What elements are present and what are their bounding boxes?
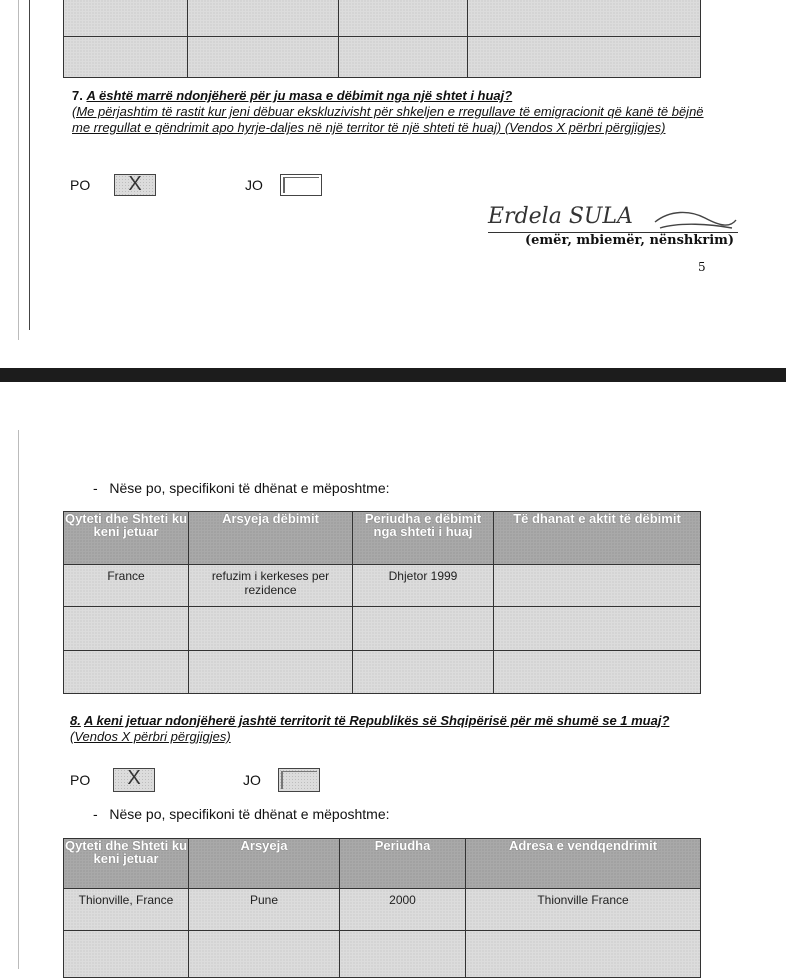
table-cell: Thionville France [466, 889, 701, 931]
po-label: PO [70, 772, 91, 788]
po-label: PO [70, 177, 91, 193]
table-cell [353, 607, 494, 651]
table-cell [494, 565, 701, 607]
table-cell [64, 931, 189, 978]
specify-instruction-2: - Nëse po, specifikoni të dhënat e mëposhtme: [93, 806, 390, 822]
table-header: Qyteti dhe Shteti ku keni jetuar [64, 512, 189, 565]
handwritten-signature: Erdela SULA [488, 204, 633, 229]
x-mark: X [127, 767, 141, 789]
po-checkbox[interactable] [114, 174, 156, 196]
table-header: Arsyeja dëbimit [189, 512, 353, 565]
page-divider [0, 368, 786, 382]
question-subtitle: (Me përjashtim të rastit kur jeni dëbuar ekskluzivisht për shkeljen e rregullave të emigracionit që kanë të bëjnë me rregullat e qëndrimit apo hyrje-daljes në një territor të një shteti të huaj) (Vendos X përbri përgjigjes) [72, 104, 704, 135]
page-number: 5 [698, 260, 706, 274]
table-header: Periudha e dëbimit nga shteti i huaj [353, 512, 494, 565]
table-cell: Thionville, France [64, 889, 189, 931]
scan-edge-lower [18, 430, 19, 969]
signature-caption: (emër, mbiemër, nënshkrim) [525, 233, 735, 248]
scan-edge [18, 0, 19, 340]
table-cell [64, 651, 189, 694]
table-cell: Dhjetor 1999 [353, 565, 494, 607]
x-mark: X [128, 173, 142, 195]
question-7 [72, 88, 712, 136]
question-subtitle: (Vendos X përbri përgjigjes) [70, 729, 231, 744]
page-left-border [29, 0, 30, 330]
table-header: Adresa e vendqendrimit [466, 839, 701, 889]
po-checkbox[interactable] [113, 768, 155, 792]
residence-abroad-table [63, 838, 701, 978]
table-cell [494, 607, 701, 651]
table-cell [64, 607, 189, 651]
table-header: Periudha [340, 839, 466, 889]
table-cell [340, 931, 466, 978]
table-cell: 2000 [340, 889, 466, 931]
specify-instruction-1: - Nëse po, specifikoni të dhënat e mëposhtme: [93, 480, 390, 496]
table-cell [189, 651, 353, 694]
table-cell: Pune [189, 889, 340, 931]
question-title: A është marrë ndonjëherë për ju masa e dëbimit nga një shtet i huaj? [86, 88, 513, 103]
table-header: Të dhanat e aktit të dëbimit [494, 512, 701, 565]
expulsion-table [63, 511, 701, 694]
table-header: Qyteti dhe Shteti ku keni jetuar [64, 839, 189, 889]
question-number: 8. [70, 713, 81, 728]
table-cell [466, 931, 701, 978]
question-number: 7. [72, 88, 83, 103]
jo-label: JO [243, 772, 261, 788]
previous-table-fragment [63, 0, 701, 78]
jo-checkbox[interactable] [280, 174, 322, 196]
table-cell [189, 931, 340, 978]
table-cell: refuzim i kerkeses per rezidence [189, 565, 353, 607]
table-cell: France [64, 565, 189, 607]
jo-checkbox[interactable] [278, 768, 320, 792]
question-8 [70, 713, 720, 745]
table-header: Arsyeja [189, 839, 340, 889]
question-title: A keni jetuar ndonjëherë jashtë territorit të Republikës së Shqipërisë për më shumë se 1 muaj? [83, 713, 670, 728]
table-cell [494, 651, 701, 694]
table-cell [189, 607, 353, 651]
table-cell [353, 651, 494, 694]
jo-label: JO [245, 177, 263, 193]
